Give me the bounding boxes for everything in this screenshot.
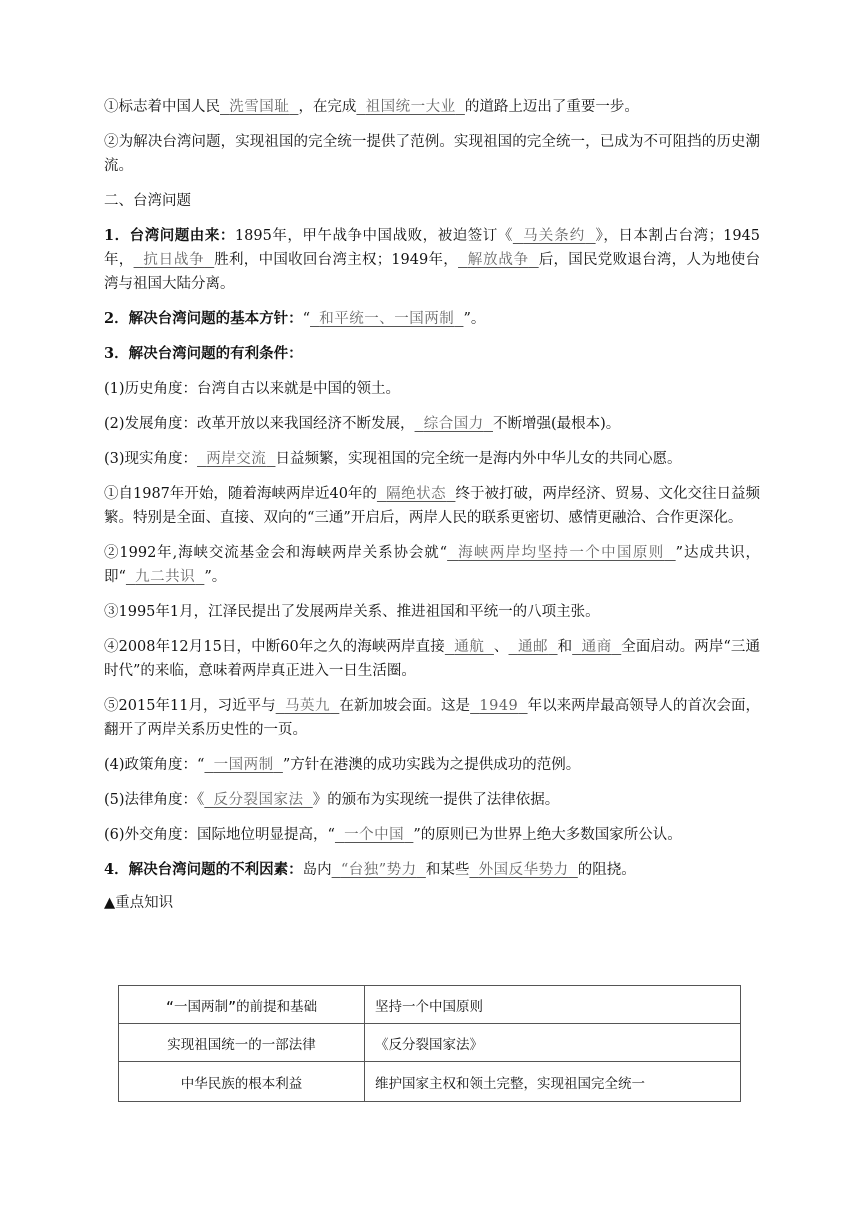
- item-origin: 1．台湾问题由来：1895年，甲午战争中国战败，被迫签订《 马关条约 》，日本割占台湾；1945年， 抗日战争 胜利，中国收回台湾主权；1949年， 解放战争 后，国民党败退台湾，人为地使台湾与祖国大陆分离。: [104, 227, 761, 292]
- section-heading: 二、台湾问题: [104, 193, 191, 209]
- item-unfavorable: 4．解决台湾问题的不利因素：岛内 “台独”势力 和某些 外国反华势力 的阻挠。: [104, 861, 636, 878]
- event-1992: ②1992年,海峡交流基金会和海峡两岸关系协会就“ 海峡两岸均坚持一个中国原则 ”达成共识，即“ 九二共识 ”。: [104, 545, 761, 585]
- paragraph-significance: [104, 95, 760, 119]
- answer-blank: 祖国统一大业: [365, 99, 456, 115]
- answer-blank: 通商: [581, 639, 612, 655]
- paragraph-example: ②为解决台湾问题，实现祖国的完全统一提供了范例。实现祖国的完全统一，已成为不可阻挡的历史潮流。: [104, 134, 760, 174]
- condition-reality: (3)现实角度： 两岸交流 日益频繁，实现祖国的完全统一是海内外中华儿女的共同心愿。: [104, 451, 682, 467]
- answer-blank: “台独”势力: [340, 862, 417, 878]
- answer-blank: 解放战争: [467, 252, 529, 268]
- answer-blank: 一国两制: [213, 757, 274, 773]
- item-favorable: [104, 342, 760, 366]
- table-cell: 中华民族的根本利益: [119, 1062, 365, 1102]
- answer-blank: 1949: [479, 698, 519, 714]
- event-2008: ④2008年12月15日，中断60年之久的海峡两岸直接 通航 、 通邮 和 通商 全面启动。两岸“三通时代”的来临，意味着两岸真正进入一日生活圈。: [104, 639, 761, 679]
- key-points-heading: ▲重点知识: [104, 895, 174, 911]
- answer-blank: 两岸交流: [206, 451, 267, 467]
- answer-blank: 综合国力: [423, 416, 484, 432]
- table-cell: “一国两制”的前提和基础: [119, 986, 365, 1024]
- table-cell: 维护国家主权和领土完整，实现祖国完全统一: [365, 1062, 741, 1102]
- item-title: 1．台湾问题由来：: [104, 227, 235, 244]
- event-2015: ⑤2015年11月，习近平与 马英九 在新加坡会面。这是 1949 年以来两岸最高领导人的首次会面，翻开了两岸关系历史性的一页。: [104, 698, 761, 738]
- item-title: 3．解决台湾问题的有利条件：: [104, 345, 303, 362]
- item-title: 2．解决台湾问题的基本方针：: [104, 310, 303, 327]
- key-points-table: [118, 985, 741, 1102]
- table-cell: 实现祖国统一的一部法律: [119, 1024, 365, 1062]
- condition-development: (2)发展角度：改革开放以来我国经济不断发展， 综合国力 不断增强(最根本)。: [104, 416, 621, 432]
- table-row: [119, 986, 741, 1024]
- answer-blank: 隔绝状态: [386, 486, 447, 502]
- answer-blank: 九二共识: [135, 569, 196, 585]
- condition-law: (5)法律角度：《 反分裂国家法 》的颁布为实现统一提供了法律依据。: [104, 792, 560, 808]
- answer-blank: 洗雪国耻: [229, 99, 290, 115]
- answer-blank: 抗日战争: [143, 252, 205, 268]
- answer-blank: 一个中国: [344, 827, 405, 843]
- answer-blank: 马关条约: [523, 228, 586, 244]
- table-cell: 《反分裂国家法》: [365, 1024, 741, 1062]
- item-policy: 2．解决台湾问题的基本方针：“ 和平统一、一国两制 ”。: [104, 310, 486, 327]
- condition-history: (1)历史角度：台湾自古以来就是中国的领土。: [104, 381, 401, 397]
- event-1987: ①自1987年开始，随着海峡两岸近40年的 隔绝状态 终于被打破，两岸经济、贸易、文化交往日益频繁。特别是全面、直接、双向的“三通”开启后，两岸人民的联系更密切、感情更融洽、合作更深化。: [104, 486, 761, 526]
- event-1995: ③1995年1月，江泽民提出了发展两岸关系、推进祖国和平统一的八项主张。: [104, 604, 600, 620]
- document-body: [104, 95, 760, 925]
- answer-blank: 外国反华势力: [478, 862, 569, 878]
- condition-policy: (4)政策角度：“ 一国两制 ”方针在港澳的成功实践为之提供成功的范例。: [104, 757, 581, 773]
- item-title: 4．解决台湾问题的不利因素：: [104, 861, 303, 878]
- text: ①标志着中国人民: [104, 99, 220, 115]
- table-row: [119, 1024, 741, 1062]
- text: 的道路上迈出了重要一步。: [464, 99, 639, 115]
- answer-blank: 反分裂国家法: [213, 792, 304, 808]
- table-row: [119, 1062, 741, 1102]
- answer-blank: 通邮: [517, 639, 549, 655]
- answer-blank: 通航: [454, 639, 485, 655]
- answer-blank: 和平统一、一国两制: [319, 311, 455, 327]
- answer-blank: 马英九: [284, 698, 331, 714]
- condition-diplomacy: (6)外交角度：国际地位明显提高，“ 一个中国 ”的原则已为世界上绝大多数国家所公认。: [104, 827, 682, 843]
- text: ，在完成: [298, 99, 357, 115]
- answer-blank: 海峡两岸均坚持一个中国原则: [458, 545, 665, 561]
- table-cell: 坚持一个中国原则: [365, 986, 741, 1024]
